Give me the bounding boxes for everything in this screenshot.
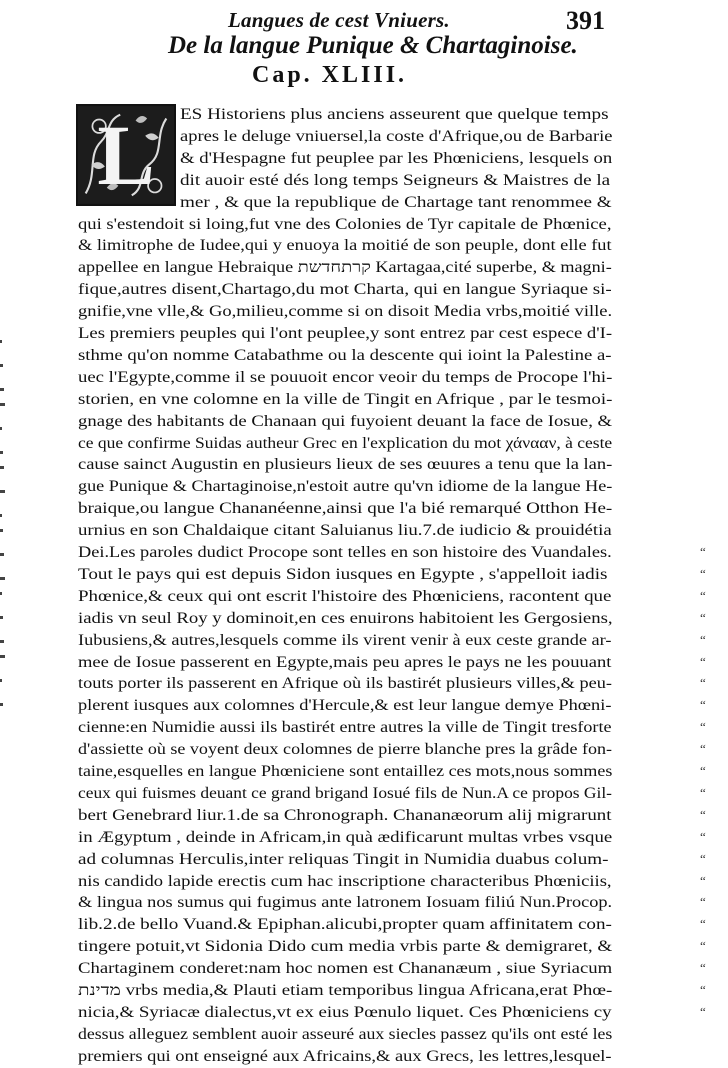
text-line: taine,esquelles en langue Phœniciene sont entaillez ces mots,nous sommes <box>78 763 613 780</box>
bleed-speck <box>0 640 4 643</box>
text-line: & d'Hespagne fut peuplee par les Phœniciens, lesquels on <box>180 149 613 167</box>
page-edge-bleed <box>0 340 8 720</box>
text-line: Tout le pays qui est depuis Sidon iusques en Egypte , s'appelloit iadis <box>78 565 608 583</box>
text-line: ad columnas Herculis,inter reliquas Tingit in Numidia duabus colum- <box>78 850 609 868</box>
text-line: & lingua nos sumus qui fugimus ante latronem Iosuam filiú Nun.Procop. <box>78 894 613 912</box>
chapter-heading: Cap. XLIII. <box>252 62 408 88</box>
text-line: fique,autres disent,Chartago,du mot Charta, qui en langue Syriaque si- <box>78 281 612 299</box>
text-line: & limitrophe de Iudee,qui y enuoya la moitié de son peuple, dont elle fut <box>78 237 612 255</box>
text-line: premiers qui ont enseigné aux Africains,& aux Grecs, les lettres,lesquel- <box>78 1047 612 1065</box>
bleed-speck <box>0 577 5 580</box>
margin-quote-mark: “ <box>700 763 706 778</box>
margin-quote-mark: “ <box>700 938 706 954</box>
bleed-speck <box>0 529 3 532</box>
margin-quote-mark: “ <box>700 806 706 822</box>
margin-quote-mark: “ <box>700 872 706 888</box>
text-line: iadis vn seul Roy y dominoit,en ces enuirons habitoient les Gergosiens, <box>78 609 613 627</box>
bleed-speck <box>0 514 2 517</box>
bleed-speck <box>0 679 2 682</box>
text-line: in Ægyptum , deinde in Africam,in quà ædificarunt multas vrbes vsque <box>78 828 613 846</box>
text-line: apres le deluge vniuersel,la coste d'Afrique,ou de Barbarie <box>180 127 613 145</box>
text-line: מדינת vrbs media,& Plauti etiam temporibus lingua Africana,erat Phœ- <box>78 982 613 999</box>
bleed-speck <box>0 553 4 556</box>
margin-quote-mark: “ <box>700 653 706 669</box>
margin-quote-mark: “ <box>700 631 706 647</box>
text-line: cienne:en Numidie aussi ils bastirét entre autres la ville de Tingit tresforte <box>78 719 612 737</box>
margin-quote-mark: “ <box>700 828 706 844</box>
bleed-speck <box>0 490 5 493</box>
margin-quote-mark: “ <box>700 916 706 932</box>
text-line: tingere potuit,vt Sidonia Dido cum media vrbis parte & demigraret, & <box>78 938 613 956</box>
text-line: touts porter ils passerent en Afrique où ils bastirét plusieurs villes,& peu- <box>78 675 612 693</box>
text-line: storien, en vne colomne en la ville de Tingit en Afrique , par le tesmoi- <box>78 390 613 408</box>
page-number: 391 <box>566 6 605 35</box>
margin-quote-mark: “ <box>700 587 706 603</box>
margin-quote-mark: “ <box>700 894 706 910</box>
text-line: dessus alleguez semblent auoir asseuré aux siecles passez qu'ils ont esté les <box>78 1025 613 1043</box>
bleed-speck <box>0 364 3 367</box>
margin-quote-mark: “ <box>700 697 706 713</box>
margin-quote-mark: “ <box>700 741 706 757</box>
margin-quote-mark: “ <box>700 719 706 735</box>
text-line: appellee en langue Hebraique קרתחדשת Kartagaa,cité superbe, & magni- <box>78 259 612 277</box>
bleed-speck <box>0 427 2 430</box>
bleed-speck <box>0 616 3 619</box>
bleed-speck <box>0 388 4 391</box>
text-line: mer , & que la republique de Chartage tant renommee & <box>180 193 612 211</box>
text-line: ce que confirme Suidas autheur Grec en l'explication du mot χάνααν, à ceste <box>78 434 613 452</box>
text-line: gnage des habitants de Chanaan qui fuyoient deuant la face de Iosue, & <box>78 412 613 430</box>
bleed-speck <box>0 403 5 406</box>
text-line: d'assiette où se voyent deux colomnes de pierre blanche pres la grâde fon- <box>78 741 612 759</box>
text-line: ceux qui fuismes deuant ce grand brigand Iosué fils de Nun.A ce propos Gil- <box>78 784 612 802</box>
text-line: dit auoir esté dés long temps Seigneurs & Maistres de la <box>180 171 611 189</box>
bleed-speck <box>0 655 5 658</box>
text-line: Phœnice,& ceux qui ont escrit l'histoire des Phœniciens, racontent que <box>78 587 612 605</box>
margin-quote-mark: “ <box>700 544 706 559</box>
decorated-initial <box>76 104 176 206</box>
bleed-speck <box>0 451 3 454</box>
text-line: plerent iusques aux colomnes d'Hercule,& est leur langue demye Phœni- <box>78 697 612 715</box>
section-title: De la langue Punique & Chartaginoise. <box>168 32 578 59</box>
text-line: qui s'estendoit si loing,fut vne des Colonies de Tyr capitale de Phœnice, <box>78 215 612 233</box>
bleed-speck <box>0 592 2 595</box>
text-line: Les premiers peuples qui l'ont peuplee,y sont entrez par cest espece d'I- <box>78 325 613 342</box>
margin-quote-mark: “ <box>700 850 706 866</box>
text-line: Dei.Les paroles dudict Procope sont telles en son histoire des Vuandales. <box>78 544 612 561</box>
text-line: bert Genebrard liur.1.de sa Chronograph. Chananæorum alij migrarunt <box>78 806 612 824</box>
bleed-speck <box>0 340 2 343</box>
margin-quote-mark: “ <box>700 784 706 800</box>
text-line: braique,ou langue Chananéenne,ainsi que l'a bié remarqué Otthon He- <box>78 500 613 518</box>
text-line: mee de Iosue passerent en Egypte,mais peu apres le pays ne les pouuant <box>78 653 612 671</box>
running-title: Langues de cest Vniuers. <box>228 8 450 32</box>
bleed-speck <box>0 703 3 706</box>
text-line: uec l'Egypte,comme il se pouuoit encor veoir du temps de Procope l'hi- <box>78 368 613 386</box>
text-line: lib.2.de bello Vuand.& Epiphan.alicubi,propter quam affinitatem con- <box>78 916 612 934</box>
text-line: Iubusiens,& autres,lesquels comme ils virent venir à eux ceste grande ar- <box>78 631 612 649</box>
bleed-speck <box>0 466 4 469</box>
margin-quote-mark: “ <box>700 982 706 997</box>
text-line: nis candido lapide erectis cum hac inscriptione characteribus Phœniciis, <box>78 872 612 890</box>
margin-quote-mark: “ <box>700 675 706 691</box>
text-line: gue Punique & Chartaginoise,n'estoit autre qu'vn idiome de la langue He- <box>78 478 613 496</box>
text-line: cause sainct Augustin en plusieurs lieux de ses œuures a tenu que la lan- <box>78 456 613 474</box>
text-line: urnius en son Chaldaique citant Saluianus liu.7.de iudicio & prouidétia <box>78 522 612 540</box>
margin-quote-mark: “ <box>700 609 706 625</box>
text-line: sthme qu'on nomme Catabathme ou la descente qui ioint la Palestine a- <box>78 346 612 364</box>
margin-quote-mark: “ <box>700 565 706 581</box>
dropcap-letter: L <box>97 107 155 203</box>
margin-quote-mark: “ <box>700 960 706 976</box>
text-line: ES Historiens plus anciens asseurent que quelque temps <box>180 106 609 123</box>
text-line: Chartaginem conderet:nam hoc nomen est Chananæum , siue Syriacum <box>78 960 613 978</box>
text-line: gnifie,vne vlle,& Go,milieu,comme si on disoit Media vrbs,moitié ville. <box>78 303 613 321</box>
text-line: nicia,& Syriacæ dialectus,vt ex eius Pœnulo liquet. Ces Phœniciens cy <box>78 1003 612 1021</box>
margin-quote-mark: “ <box>700 1003 706 1019</box>
